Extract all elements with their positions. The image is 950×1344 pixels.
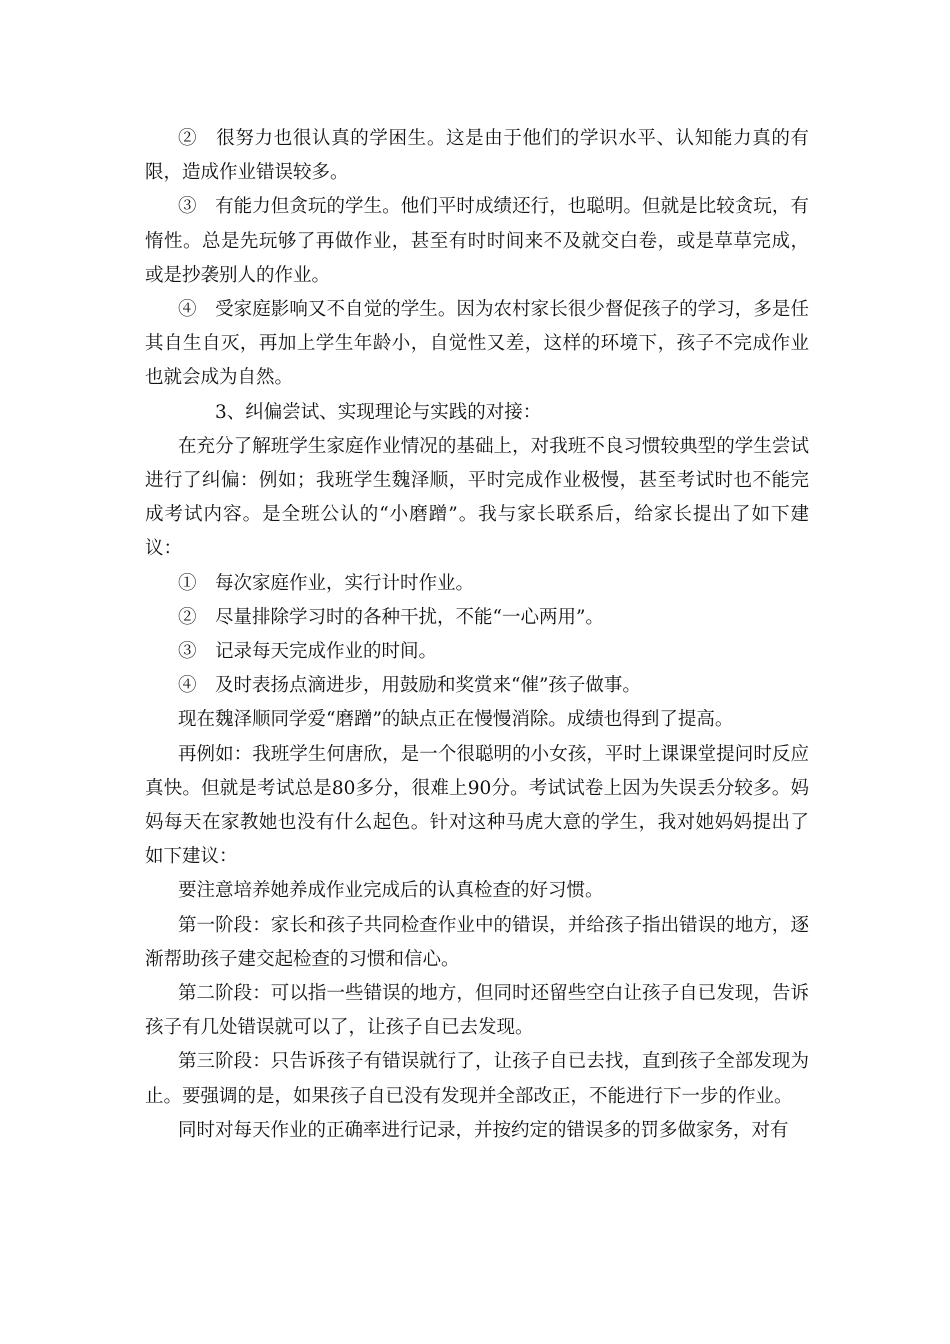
- suggestion-item-1: ① 每次家庭作业，实行计时作业。: [178, 572, 475, 594]
- suggestion-item-2: ② 尽量排除学习时的各种干扰，不能“一心两用”。: [178, 606, 604, 628]
- paragraph-item-2: ② 很努力也很认真的学困生。这是由于他们的学识水平、认知能力真的有限，造成作业错误较多。: [145, 128, 809, 184]
- suggestion-item-4: ④ 及时表扬点滴进步，用鼓励和奖赏来“催”孩子做事。: [178, 675, 641, 697]
- paragraph-stage-2: 第二阶段：可以指一些错误的地方，但同时还留些空白让孩子自已发现，告诉孩子有几处错误就可以了，让孩子自已去发现。: [145, 983, 809, 1039]
- paragraph-item-3: ③ 有能力但贪玩的学生。他们平时成绩还行，也聪明。但就是比较贪玩，有惰性。总是先玩够了再做作业，甚至有时时间来不及就交白卷，或是草草完成，或是抄袭别人的作业。: [145, 196, 809, 286]
- suggestion-item-3: ③ 记录每天完成作业的时间。: [178, 641, 438, 663]
- paragraph-item-4: ④ 受家庭影响又不自觉的学生。因为农村家长很少督促孩子的学习，多是任其自生自灭，再加上学生年龄小，自觉性又差，这样的环境下，孩子不完成作业也就会成为自然。: [145, 299, 809, 389]
- document-page: [145, 122, 809, 1148]
- paragraph-result: 现在魏泽顺同学爱“磨蹭”的缺点正在慢慢消除。成绩也得到了提高。: [178, 709, 734, 731]
- section-heading: 3、纠偏尝试、实现理论与实践的对接：: [215, 401, 542, 423]
- paragraph-example-1: 在充分了解班学生家庭作业情况的基础上，对我班不良习惯较典型的学生尝试进行了纠偏：例如；我班学生魏泽顺，平时完成作业极慢，甚至考试时也不能完成考试内容。是全班公认的“小磨蹭”。我与家长联系后，给家长提出了如下建议：: [145, 435, 809, 560]
- paragraph-example-2: 再例如：我班学生何唐欣，是一个很聪明的小女孩，平时上课课堂提问时反应真快。但就是考试总是80多分，很难上90分。考试试卷上因为失误丢分较多。妈妈每天在家教她也没有什么起色。针对这种马虎大意的学生，我对她妈妈提出了如下建议：: [145, 743, 809, 868]
- paragraph-advice: 要注意培养她养成作业完成后的认真检查的好习惯。: [178, 880, 604, 902]
- paragraph-stage-1: 第一阶段：家长和孩子共同检查作业中的错误，并给孩子指出错误的地方，逐渐帮助孩子建交起检查的习惯和信心。: [145, 914, 809, 970]
- paragraph-stage-3: 第三阶段：只告诉孩子有错误就行了，让孩子自已去找，直到孩子全部发现为止。要强调的是，如果孩子自已没有发现并全部改正，不能进行下一步的作业。: [145, 1051, 809, 1107]
- paragraph-record: 同时对每天作业的正确率进行记录，并按约定的错误多的罚多做家务，对有: [178, 1119, 789, 1141]
